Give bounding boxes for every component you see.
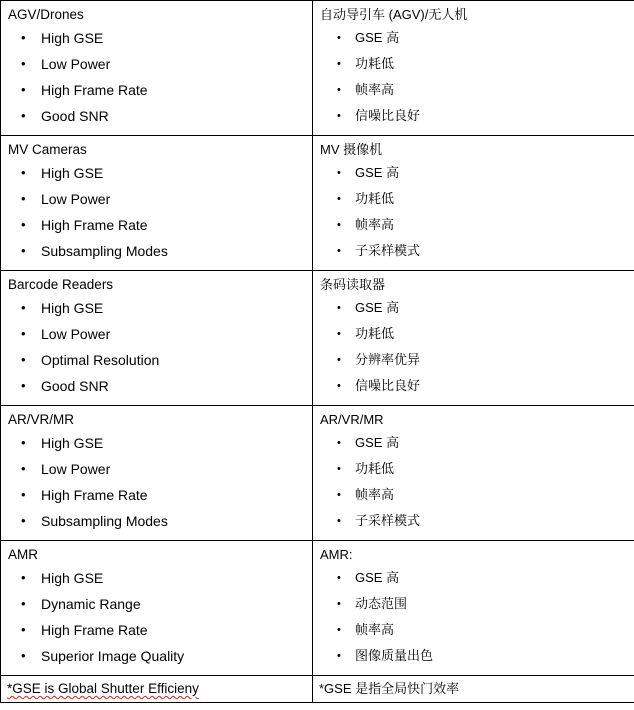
list-item: • Optimal Resolution [7,347,306,373]
table-cell-chinese [313,1,634,136]
requirement-list [319,565,628,669]
category-heading: AR/VR/MR [320,412,384,427]
list-item: • 分辨率优异 [319,347,628,373]
list-item: • Superior Image Quality [7,643,306,669]
list-item: • High Frame Rate [7,482,306,508]
category-heading: AMR: [320,547,353,562]
category-heading: MV Cameras [8,142,87,157]
list-item: • Dynamic Range [7,591,306,617]
list-item: • 功耗低 [319,51,628,77]
list-item: • High GSE [7,430,306,456]
list-item: • 帧率高 [319,482,628,508]
category-heading: AGV/Drones [8,7,84,22]
list-item: • Low Power [7,186,306,212]
list-item: • 子采样模式 [319,508,628,534]
list-item: • Low Power [7,321,306,347]
table-cell-chinese [313,541,634,676]
cell-content [1,271,312,405]
list-item: • High GSE [7,160,306,186]
category-heading: 自动导引车 (AGV)/无人机 [320,7,468,22]
requirement-list [319,430,628,534]
table-cell-english [1,541,313,676]
cell-content [313,1,634,135]
cell-content [1,136,312,270]
list-item: • 帧率高 [319,77,628,103]
cell-content [1,1,312,135]
table-cell-english [1,1,313,136]
list-item: • Subsampling Modes [7,238,306,264]
table-row [1,136,634,271]
category-heading: AMR [8,547,38,562]
cell-content [313,136,634,270]
table-cell-english [1,136,313,271]
list-item: • GSE 高 [319,565,628,591]
list-item: • Low Power [7,456,306,482]
list-item: • 功耗低 [319,321,628,347]
list-item: • High GSE [7,295,306,321]
list-item: • 动态范围 [319,591,628,617]
cell-content [313,541,634,675]
cell-content [313,271,634,405]
cell-content [1,541,312,675]
footnote-chinese: *GSE 是指全局快门效率 [319,681,460,696]
list-item: • GSE 高 [319,160,628,186]
footnote-english: *GSE is Global Shutter Efficieny [7,681,199,696]
category-heading: MV 摄像机 [320,142,383,157]
footnote-row [1,676,634,703]
cell-content [313,406,634,540]
list-item: • Good SNR [7,373,306,399]
list-item: • 帧率高 [319,212,628,238]
list-item: • Subsampling Modes [7,508,306,534]
table-cell-chinese [313,676,634,703]
table-cell-chinese [313,406,634,541]
category-heading: Barcode Readers [8,277,114,292]
requirement-list [7,25,306,129]
table-body [1,1,634,703]
table-row [1,406,634,541]
list-item: • GSE 高 [319,295,628,321]
table-row [1,271,634,406]
list-item: • GSE 高 [319,25,628,51]
table-cell-english [1,271,313,406]
list-item: • 帧率高 [319,617,628,643]
requirement-list [7,565,306,669]
table-cell-chinese [313,271,634,406]
category-heading: 条码读取器 [320,277,386,292]
list-item: • Good SNR [7,103,306,129]
cell-content [1,406,312,540]
list-item: • High Frame Rate [7,617,306,643]
table-row [1,1,634,136]
list-item: • High GSE [7,25,306,51]
requirement-list [7,430,306,534]
table-cell-english [1,406,313,541]
table-cell-english [1,676,313,703]
list-item: • 图像质量出色 [319,643,628,669]
list-item: • 子采样模式 [319,238,628,264]
requirement-list [319,25,628,129]
list-item: • High Frame Rate [7,77,306,103]
list-item: • GSE 高 [319,430,628,456]
list-item: • High Frame Rate [7,212,306,238]
list-item: • 功耗低 [319,186,628,212]
table-cell-chinese [313,136,634,271]
list-item: • 功耗低 [319,456,628,482]
list-item: • 信噪比良好 [319,103,628,129]
list-item: • Low Power [7,51,306,77]
list-item: • High GSE [7,565,306,591]
category-heading: AR/VR/MR [8,412,75,427]
requirement-list [7,295,306,399]
requirement-list [319,295,628,399]
list-item: • 信噪比良好 [319,373,628,399]
requirement-list [319,160,628,264]
table-row [1,541,634,676]
requirement-list [7,160,306,264]
